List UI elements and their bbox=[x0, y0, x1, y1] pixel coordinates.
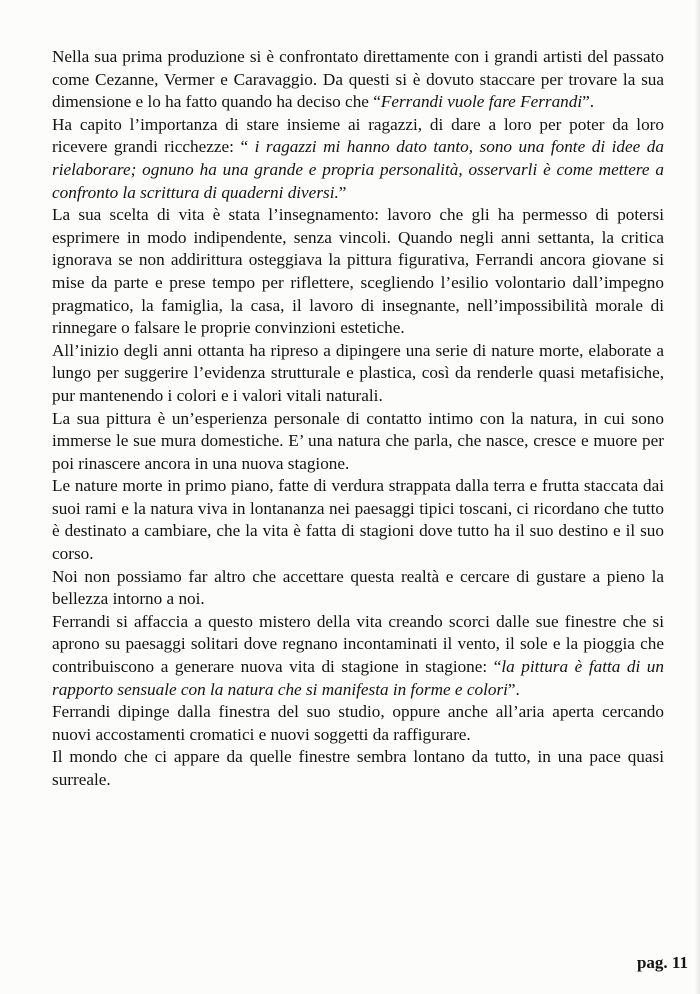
paragraph: La sua pittura è un’esperienza personale di contatto intimo con la natura, in cui sono immerse le sue mura domestiche. E’ una natura che parla, che nasce, cresce e muore per poi rinascere ancora in una nuova stagione. bbox=[52, 408, 664, 473]
paragraph: Ha capito l’importanza di stare insieme ai ragazzi, di dare a loro per poter da loro ricevere grandi ricchezze: “ i ragazzi mi hanno dato tanto, sono una fonte di idee da rielaborare; ognuno ha una grande e propria personalità, osservarli è come mettere a confronto la scrittura di quaderni diversi.” bbox=[52, 114, 664, 202]
page-number: pag. 11 bbox=[636, 953, 688, 972]
body-text bbox=[52, 46, 664, 792]
paragraph: All’inizio degli anni ottanta ha ripreso a dipingere una serie di nature morte, elaborate a lungo per suggerire l’evidenza strutturale e plastica, così da renderle quasi metafisiche, pur mantenendo i colori e i valori vitali naturali. bbox=[52, 340, 664, 405]
paragraph: La sua scelta di vita è stata l’insegnamento: lavoro che gli ha permesso di potersi esprimere in modo indipendente, senza vincoli. Quando negli anni settanta, la critica ignorava se non addirittura osteggiava la pittura figurativa, Ferrandi ancora giovane si mise da parte e prese tempo per riflettere, scegliendo l’esilio volontario dall’impegno pragmatico, la famiglia, la casa, il lavoro di insegnante, nell’impossibilità morale di rinnegare o falsare le proprie convinzioni estetiche. bbox=[52, 205, 664, 338]
paragraph: Ferrandi dipinge dalla finestra del suo studio, oppure anche all’aria aperta cercando nuovi accostamenti cromatici e nuovi soggetti da raffigurare. bbox=[52, 702, 664, 744]
paragraph: Ferrandi si affaccia a questo mistero della vita creando scorci dalle sue finestre che si aprono su paesaggi solitari dove regnano incontaminati il vento, il sole e la pioggia che contribuiscono a generare nuova vita di stagione in stagione: “la pittura è fatta di un rapporto sensuale con la natura che si manifesta in forme e colori”. bbox=[52, 611, 664, 699]
paragraph: Le nature morte in primo piano, fatte di verdura strappata dalla terra e frutta staccata dai suoi rami e la natura viva in lontananza nei paesaggi tipici toscani, ci ricordano che tutto è destinato a cambiare, che la vita è fatta di stagioni dove tutto ha il suo destino e il suo corso. bbox=[52, 476, 664, 564]
page-edge bbox=[694, 0, 700, 994]
paragraph: Nella sua prima produzione si è confrontato direttamente con i grandi artisti del passato come Cezanne, Vermer e Caravaggio. Da questi si è dovuto staccare per trovare la sua dimensione e lo ha fatto quando ha deciso che “Ferrandi vuole fare Ferrandi”. bbox=[52, 47, 664, 112]
paragraph: Il mondo che ci appare da quelle finestre sembra lontano da tutto, in una pace quasi surreale. bbox=[52, 747, 664, 789]
paragraph: Noi non possiamo far altro che accettare questa realtà e cercare di gustare a pieno la bellezza intorno a noi. bbox=[52, 566, 664, 609]
